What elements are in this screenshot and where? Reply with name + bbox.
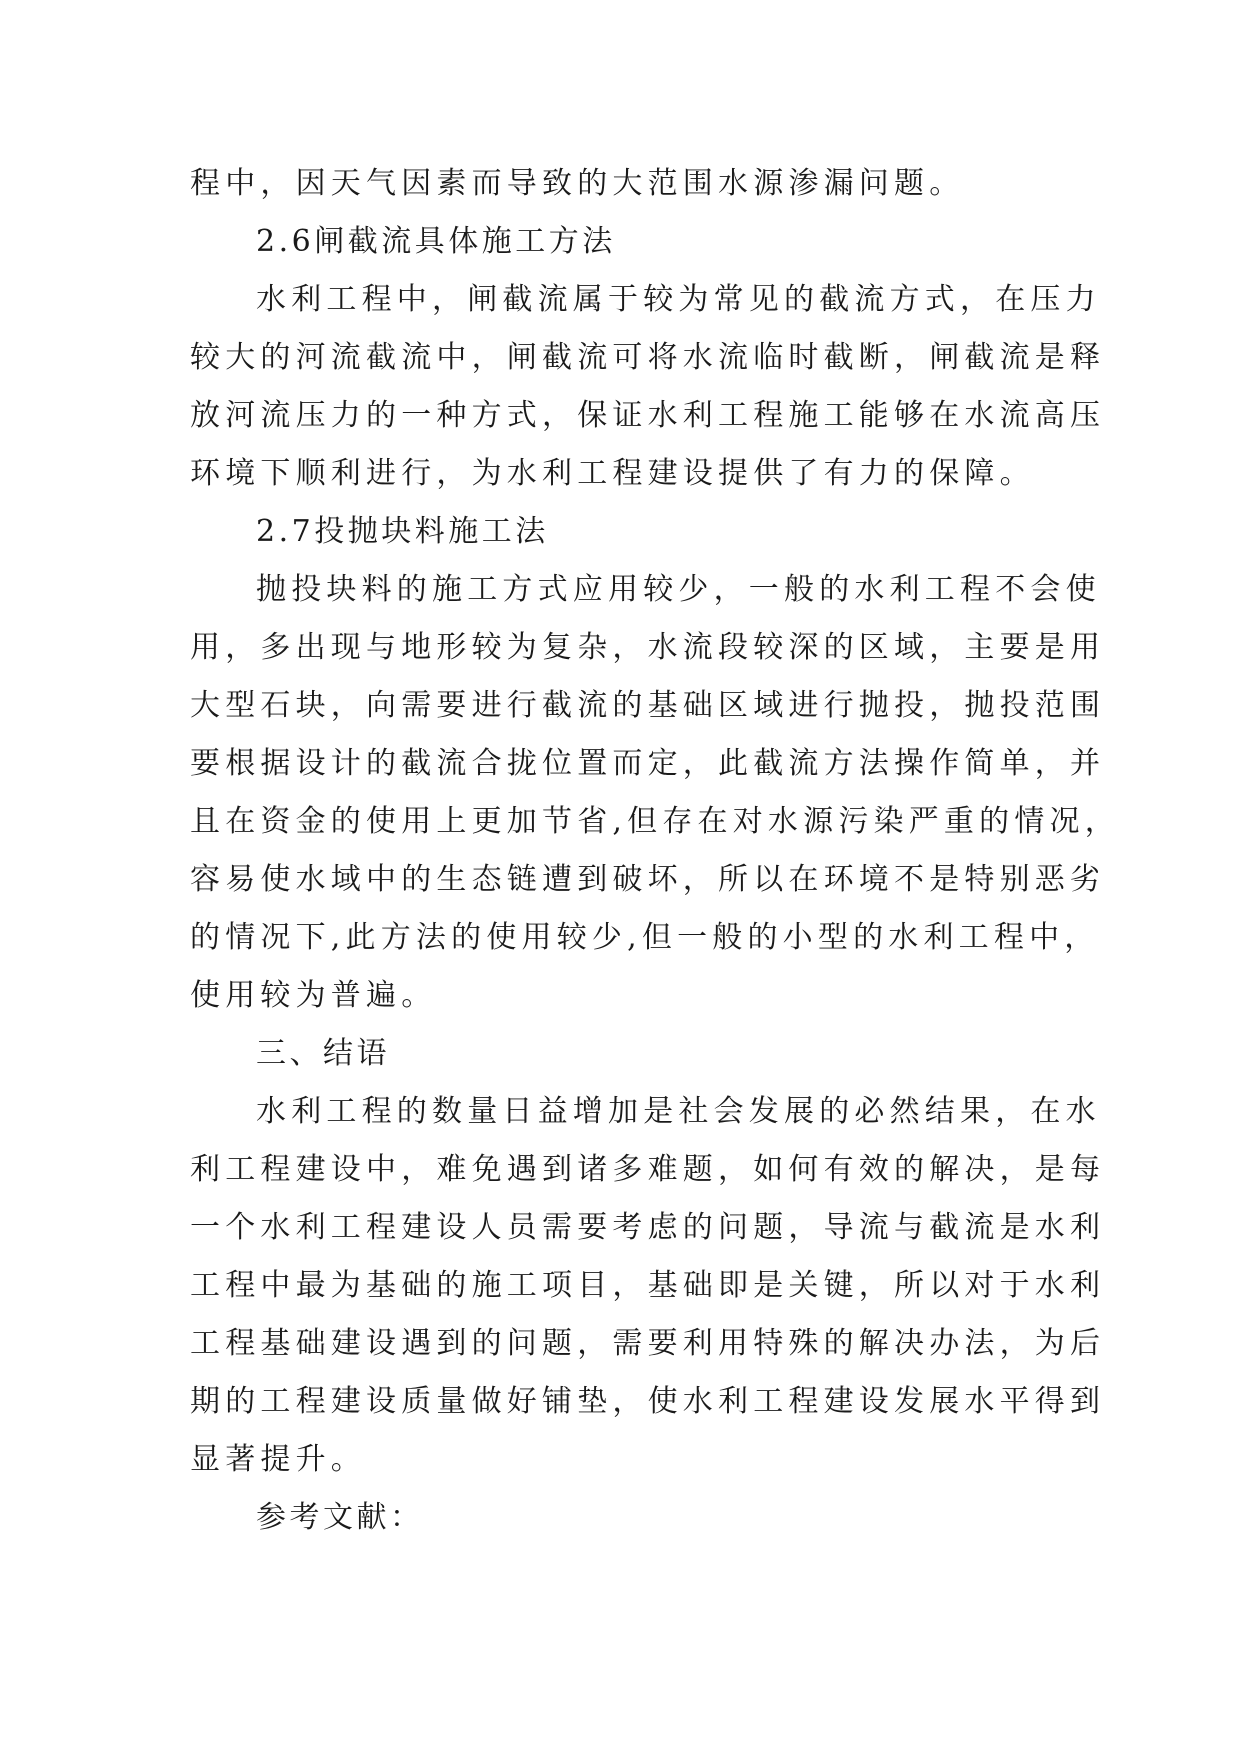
section-heading: 2.6闸截流具体施工方法 <box>256 224 616 259</box>
section-heading: 三、结语 <box>256 1036 390 1071</box>
text-line: 程中，因天气因素而导致的大范围水源渗漏问题。 <box>190 166 965 201</box>
section-heading: 2.7投抛块料施工法 <box>256 514 549 549</box>
text-line: 一个水利工程建设人员需要考虑的问题，导流与截流是水利 <box>190 1210 1106 1245</box>
text-line: 期的工程建设质量做好铺垫，使水利工程建设发展水平得到 <box>190 1384 1106 1419</box>
text-line: 容易使水域中的生态链遭到破坏，所以在环境不是特别恶劣 <box>190 862 1106 897</box>
references-heading: 参考文献： <box>256 1500 424 1535</box>
text-line: 要根据设计的截流合拢位置而定，此截流方法操作简单，并 <box>190 746 1106 781</box>
text-line: 显著提升。 <box>190 1442 366 1477</box>
text-line: 水利工程中，闸截流属于较为常见的截流方式，在压力 <box>256 282 1101 317</box>
text-line: 放河流压力的一种方式，保证水利工程施工能够在水流高压 <box>190 398 1106 433</box>
text-line: 的情况下,此方法的使用较少,但一般的小型的水利工程中， <box>190 920 1100 955</box>
text-line: 利工程建设中，难免遇到诸多难题，如何有效的解决，是每 <box>190 1152 1106 1187</box>
text-line: 环境下顺利进行，为水利工程建设提供了有力的保障。 <box>190 456 1035 491</box>
text-line: 大型石块，向需要进行截流的基础区域进行抛投，抛投范围 <box>190 688 1106 723</box>
text-line: 水利工程的数量日益增加是社会发展的必然结果，在水 <box>256 1094 1101 1129</box>
text-line: 较大的河流截流中，闸截流可将水流临时截断，闸截流是释 <box>190 340 1106 375</box>
text-line: 工程基础建设遇到的问题，需要利用特殊的解决办法，为后 <box>190 1326 1106 1361</box>
text-line: 使用较为普遍。 <box>190 978 437 1013</box>
text-line: 抛投块料的施工方式应用较少，一般的水利工程不会使 <box>256 572 1101 607</box>
text-line: 用，多出现与地形较为复杂，水流段较深的区域，主要是用 <box>190 630 1106 665</box>
text-line: 且在资金的使用上更加节省,但存在对水源污染严重的情况， <box>190 804 1120 839</box>
text-line: 工程中最为基础的施工项目，基础即是关键，所以对于水利 <box>190 1268 1106 1303</box>
